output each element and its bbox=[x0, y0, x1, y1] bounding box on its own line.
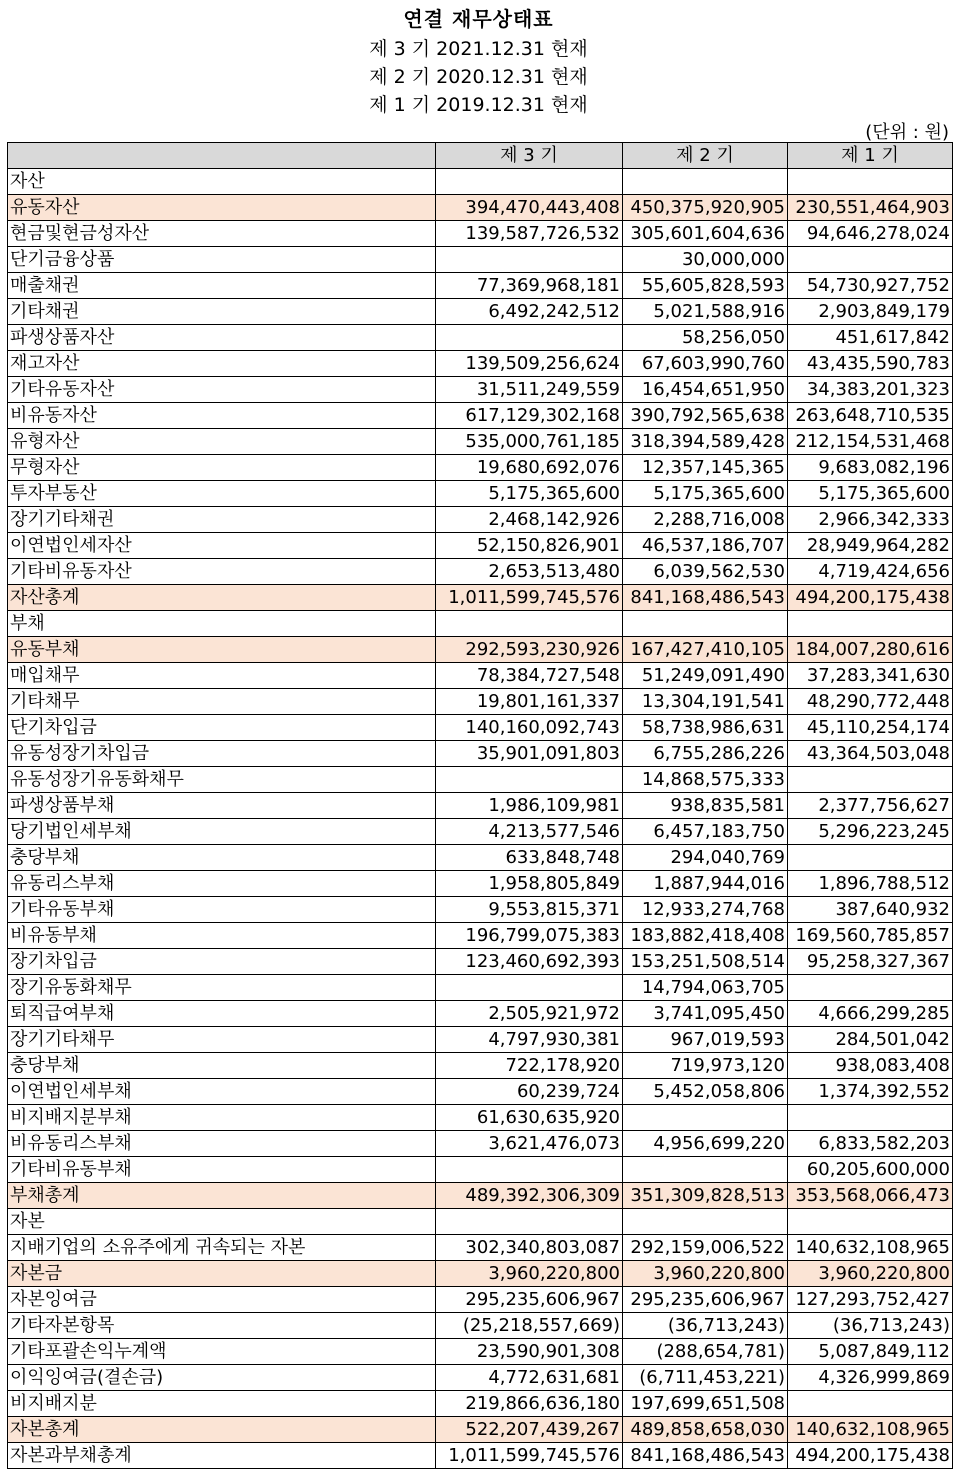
value-period-1 bbox=[788, 169, 953, 195]
row-label: 자본총계 bbox=[8, 1417, 436, 1443]
value-period-1 bbox=[788, 611, 953, 637]
row-label: 유동성장기유동화채무 bbox=[8, 767, 436, 793]
row-label: 부채총계 bbox=[8, 1183, 436, 1209]
table-row bbox=[8, 767, 953, 793]
table-row bbox=[8, 481, 953, 507]
table-row bbox=[8, 1027, 953, 1053]
value-period-2: 390,792,565,638 bbox=[623, 403, 788, 429]
table-row bbox=[8, 1391, 953, 1417]
row-label: 이연법인세부채 bbox=[8, 1079, 436, 1105]
value-period-3: 2,505,921,972 bbox=[436, 1001, 623, 1027]
value-period-2: 3,741,095,450 bbox=[623, 1001, 788, 1027]
table-row bbox=[8, 169, 953, 195]
value-period-2: 3,960,220,800 bbox=[623, 1261, 788, 1287]
value-period-2: 938,835,581 bbox=[623, 793, 788, 819]
value-period-1: 45,110,254,174 bbox=[788, 715, 953, 741]
value-period-1: (36,713,243) bbox=[788, 1313, 953, 1339]
value-period-3 bbox=[436, 1157, 623, 1183]
row-label: 비지배지분 bbox=[8, 1391, 436, 1417]
value-period-2: 51,249,091,490 bbox=[623, 663, 788, 689]
value-period-3: 3,960,220,800 bbox=[436, 1261, 623, 1287]
value-period-2: 450,375,920,905 bbox=[623, 195, 788, 221]
value-period-3: 4,772,631,681 bbox=[436, 1365, 623, 1391]
table-row bbox=[8, 1131, 953, 1157]
row-label: 장기차입금 bbox=[8, 949, 436, 975]
value-period-1: 140,632,108,965 bbox=[788, 1417, 953, 1443]
value-period-3: (25,218,557,669) bbox=[436, 1313, 623, 1339]
value-period-2: 294,040,769 bbox=[623, 845, 788, 871]
table-row bbox=[8, 247, 953, 273]
value-period-2: 153,251,508,514 bbox=[623, 949, 788, 975]
row-label: 파생상품자산 bbox=[8, 325, 436, 351]
table-row bbox=[8, 273, 953, 299]
value-period-1 bbox=[788, 247, 953, 273]
table-row bbox=[8, 741, 953, 767]
table-row bbox=[8, 611, 953, 637]
row-label: 투자부동산 bbox=[8, 481, 436, 507]
value-period-3: 78,384,727,548 bbox=[436, 663, 623, 689]
value-period-3: 77,369,968,181 bbox=[436, 273, 623, 299]
row-label: 자본과부채총계 bbox=[8, 1443, 436, 1469]
table-row bbox=[8, 585, 953, 611]
row-label: 자본잉여금 bbox=[8, 1287, 436, 1313]
table-row bbox=[8, 1417, 953, 1443]
value-period-2 bbox=[623, 169, 788, 195]
value-period-3 bbox=[436, 767, 623, 793]
value-period-2 bbox=[623, 1105, 788, 1131]
value-period-1 bbox=[788, 767, 953, 793]
header-period-2: 제 2 기 bbox=[623, 143, 788, 169]
row-label: 유동자산 bbox=[8, 195, 436, 221]
value-period-3: 4,797,930,381 bbox=[436, 1027, 623, 1053]
row-label: 단기차입금 bbox=[8, 715, 436, 741]
value-period-1 bbox=[788, 1391, 953, 1417]
value-period-2: 16,454,651,950 bbox=[623, 377, 788, 403]
period-3: 제 3 기 2021.12.31 현재 bbox=[369, 38, 588, 60]
table-row bbox=[8, 1287, 953, 1313]
value-period-2: 167,427,410,105 bbox=[623, 637, 788, 663]
value-period-1: 95,258,327,367 bbox=[788, 949, 953, 975]
value-period-3: 1,011,599,745,576 bbox=[436, 585, 623, 611]
row-label: 비유동리스부채 bbox=[8, 1131, 436, 1157]
table-row bbox=[8, 845, 953, 871]
value-period-1: 263,648,710,535 bbox=[788, 403, 953, 429]
value-period-3: 139,509,256,624 bbox=[436, 351, 623, 377]
value-period-2: 489,858,658,030 bbox=[623, 1417, 788, 1443]
header-blank bbox=[8, 143, 436, 169]
value-period-3: 1,011,599,745,576 bbox=[436, 1443, 623, 1469]
value-period-3: 139,587,726,532 bbox=[436, 221, 623, 247]
value-period-1: 43,364,503,048 bbox=[788, 741, 953, 767]
value-period-1: 1,374,392,552 bbox=[788, 1079, 953, 1105]
row-label: 부채 bbox=[8, 611, 436, 637]
value-period-3: 35,901,091,803 bbox=[436, 741, 623, 767]
value-period-2: 6,039,562,530 bbox=[623, 559, 788, 585]
value-period-3: 31,511,249,559 bbox=[436, 377, 623, 403]
value-period-2: 12,933,274,768 bbox=[623, 897, 788, 923]
value-period-1: 169,560,785,857 bbox=[788, 923, 953, 949]
value-period-1: 184,007,280,616 bbox=[788, 637, 953, 663]
value-period-2: 14,794,063,705 bbox=[623, 975, 788, 1001]
value-period-2: 197,699,651,508 bbox=[623, 1391, 788, 1417]
value-period-1: 451,617,842 bbox=[788, 325, 953, 351]
table-row bbox=[8, 1261, 953, 1287]
value-period-2: 295,235,606,967 bbox=[623, 1287, 788, 1313]
row-label: 자산총계 bbox=[8, 585, 436, 611]
value-period-2 bbox=[623, 611, 788, 637]
row-label: 파생상품부채 bbox=[8, 793, 436, 819]
value-period-3: 9,553,815,371 bbox=[436, 897, 623, 923]
row-label: 기타자본항목 bbox=[8, 1313, 436, 1339]
table-row bbox=[8, 1209, 953, 1235]
value-period-1: 1,896,788,512 bbox=[788, 871, 953, 897]
value-period-2: 305,601,604,636 bbox=[623, 221, 788, 247]
value-period-1: 4,666,299,285 bbox=[788, 1001, 953, 1027]
table-row bbox=[8, 1339, 953, 1365]
value-period-1: 284,501,042 bbox=[788, 1027, 953, 1053]
table-row bbox=[8, 949, 953, 975]
table-row bbox=[8, 299, 953, 325]
row-label: 자본금 bbox=[8, 1261, 436, 1287]
table-row bbox=[8, 819, 953, 845]
value-period-3: 23,590,901,308 bbox=[436, 1339, 623, 1365]
value-period-2: 46,537,186,707 bbox=[623, 533, 788, 559]
table-row bbox=[8, 195, 953, 221]
row-label: 비유동자산 bbox=[8, 403, 436, 429]
value-period-1: 43,435,590,783 bbox=[788, 351, 953, 377]
value-period-1: 9,683,082,196 bbox=[788, 455, 953, 481]
row-label: 유동성장기차입금 bbox=[8, 741, 436, 767]
value-period-2: (36,713,243) bbox=[623, 1313, 788, 1339]
value-period-2: 719,973,120 bbox=[623, 1053, 788, 1079]
value-period-3: 61,630,635,920 bbox=[436, 1105, 623, 1131]
balance-sheet-table bbox=[7, 142, 953, 1469]
table-row bbox=[8, 1079, 953, 1105]
row-label: 기타유동부채 bbox=[8, 897, 436, 923]
value-period-3: 633,848,748 bbox=[436, 845, 623, 871]
table-row bbox=[8, 533, 953, 559]
row-label: 기타비유동부채 bbox=[8, 1157, 436, 1183]
table-row bbox=[8, 1183, 953, 1209]
row-label: 비지배지분부채 bbox=[8, 1105, 436, 1131]
value-period-1: 5,175,365,600 bbox=[788, 481, 953, 507]
table-row bbox=[8, 1313, 953, 1339]
value-period-3: 196,799,075,383 bbox=[436, 923, 623, 949]
value-period-2: 318,394,589,428 bbox=[623, 429, 788, 455]
header-period-3: 제 3 기 bbox=[436, 143, 623, 169]
value-period-2: (6,711,453,221) bbox=[623, 1365, 788, 1391]
value-period-3: 5,175,365,600 bbox=[436, 481, 623, 507]
table-row bbox=[8, 1365, 953, 1391]
header-period-1: 제 1 기 bbox=[788, 143, 953, 169]
value-period-3: 140,160,092,743 bbox=[436, 715, 623, 741]
value-period-1: 2,903,849,179 bbox=[788, 299, 953, 325]
value-period-1 bbox=[788, 975, 953, 1001]
table-row bbox=[8, 1053, 953, 1079]
value-period-3: 1,986,109,981 bbox=[436, 793, 623, 819]
table-row bbox=[8, 1235, 953, 1261]
table-row bbox=[8, 871, 953, 897]
value-period-3: 617,129,302,168 bbox=[436, 403, 623, 429]
value-period-2: 14,868,575,333 bbox=[623, 767, 788, 793]
value-period-3: 292,593,230,926 bbox=[436, 637, 623, 663]
value-period-3: 52,150,826,901 bbox=[436, 533, 623, 559]
row-label: 자산 bbox=[8, 169, 436, 195]
value-period-1: 212,154,531,468 bbox=[788, 429, 953, 455]
value-period-3: 123,460,692,393 bbox=[436, 949, 623, 975]
table-row bbox=[8, 403, 953, 429]
value-period-2: 1,887,944,016 bbox=[623, 871, 788, 897]
value-period-1: 4,326,999,869 bbox=[788, 1365, 953, 1391]
period-2: 제 2 기 2020.12.31 현재 bbox=[369, 66, 588, 88]
row-label: 비유동부채 bbox=[8, 923, 436, 949]
table-row bbox=[8, 1157, 953, 1183]
value-period-1: 2,377,756,627 bbox=[788, 793, 953, 819]
value-period-2: 4,956,699,220 bbox=[623, 1131, 788, 1157]
value-period-1 bbox=[788, 1209, 953, 1235]
table-row bbox=[8, 377, 953, 403]
value-period-1: 5,087,849,112 bbox=[788, 1339, 953, 1365]
row-label: 기타포괄손익누계액 bbox=[8, 1339, 436, 1365]
value-period-1 bbox=[788, 845, 953, 871]
value-period-2: 6,457,183,750 bbox=[623, 819, 788, 845]
value-period-3: 219,866,636,180 bbox=[436, 1391, 623, 1417]
row-label: 기타채권 bbox=[8, 299, 436, 325]
value-period-1: 6,833,582,203 bbox=[788, 1131, 953, 1157]
value-period-1: 60,205,600,000 bbox=[788, 1157, 953, 1183]
value-period-1 bbox=[788, 1105, 953, 1131]
row-label: 당기법인세부채 bbox=[8, 819, 436, 845]
row-label: 현금및현금성자산 bbox=[8, 221, 436, 247]
row-label: 재고자산 bbox=[8, 351, 436, 377]
table-row bbox=[8, 923, 953, 949]
table-row bbox=[8, 351, 953, 377]
value-period-1: 230,551,464,903 bbox=[788, 195, 953, 221]
value-period-3 bbox=[436, 247, 623, 273]
value-period-2: 5,452,058,806 bbox=[623, 1079, 788, 1105]
row-label: 유동리스부채 bbox=[8, 871, 436, 897]
value-period-1: 34,383,201,323 bbox=[788, 377, 953, 403]
value-period-3 bbox=[436, 325, 623, 351]
value-period-1: 28,949,964,282 bbox=[788, 533, 953, 559]
value-period-1: 387,640,932 bbox=[788, 897, 953, 923]
statement-title: 연결 재무상태표 bbox=[403, 7, 554, 31]
table-row bbox=[8, 689, 953, 715]
value-period-2: 12,357,145,365 bbox=[623, 455, 788, 481]
value-period-3: 489,392,306,309 bbox=[436, 1183, 623, 1209]
table-row bbox=[8, 1443, 953, 1469]
row-label: 유형자산 bbox=[8, 429, 436, 455]
value-period-2 bbox=[623, 1209, 788, 1235]
value-period-2: 58,256,050 bbox=[623, 325, 788, 351]
value-period-1: 5,296,223,245 bbox=[788, 819, 953, 845]
table-row bbox=[8, 715, 953, 741]
value-period-2: 841,168,486,543 bbox=[623, 1443, 788, 1469]
table-row bbox=[8, 1105, 953, 1131]
table-row bbox=[8, 1001, 953, 1027]
value-period-1: 938,083,408 bbox=[788, 1053, 953, 1079]
row-label: 무형자산 bbox=[8, 455, 436, 481]
value-period-3: 522,207,439,267 bbox=[436, 1417, 623, 1443]
table-row bbox=[8, 897, 953, 923]
value-period-2: 841,168,486,543 bbox=[623, 585, 788, 611]
value-period-1: 494,200,175,438 bbox=[788, 1443, 953, 1469]
value-period-3: 1,958,805,849 bbox=[436, 871, 623, 897]
value-period-3 bbox=[436, 169, 623, 195]
header-row bbox=[8, 143, 953, 169]
row-label: 매입채무 bbox=[8, 663, 436, 689]
value-period-1: 2,966,342,333 bbox=[788, 507, 953, 533]
value-period-1: 37,283,341,630 bbox=[788, 663, 953, 689]
row-label: 기타유동자산 bbox=[8, 377, 436, 403]
value-period-2: 13,304,191,541 bbox=[623, 689, 788, 715]
value-period-2: 5,021,588,916 bbox=[623, 299, 788, 325]
row-label: 기타비유동자산 bbox=[8, 559, 436, 585]
value-period-3 bbox=[436, 975, 623, 1001]
row-label: 지배기업의 소유주에게 귀속되는 자본 bbox=[8, 1235, 436, 1261]
value-period-2: 351,309,828,513 bbox=[623, 1183, 788, 1209]
value-period-2: 5,175,365,600 bbox=[623, 481, 788, 507]
value-period-3: 722,178,920 bbox=[436, 1053, 623, 1079]
value-period-1: 54,730,927,752 bbox=[788, 273, 953, 299]
value-period-3 bbox=[436, 1209, 623, 1235]
value-period-2: 55,605,828,593 bbox=[623, 273, 788, 299]
value-period-2: 58,738,986,631 bbox=[623, 715, 788, 741]
row-label: 기타채무 bbox=[8, 689, 436, 715]
table-row bbox=[8, 507, 953, 533]
row-label: 충당부채 bbox=[8, 1053, 436, 1079]
value-period-3 bbox=[436, 611, 623, 637]
value-period-2: 67,603,990,760 bbox=[623, 351, 788, 377]
value-period-2: 967,019,593 bbox=[623, 1027, 788, 1053]
table-body bbox=[8, 169, 953, 1469]
value-period-3: 19,801,161,337 bbox=[436, 689, 623, 715]
value-period-3: 19,680,692,076 bbox=[436, 455, 623, 481]
value-period-3: 3,621,476,073 bbox=[436, 1131, 623, 1157]
table-row bbox=[8, 429, 953, 455]
value-period-2: 292,159,006,522 bbox=[623, 1235, 788, 1261]
value-period-2: (288,654,781) bbox=[623, 1339, 788, 1365]
value-period-1: 127,293,752,427 bbox=[788, 1287, 953, 1313]
value-period-3: 535,000,761,185 bbox=[436, 429, 623, 455]
value-period-2: 2,288,716,008 bbox=[623, 507, 788, 533]
row-label: 유동부채 bbox=[8, 637, 436, 663]
value-period-3: 302,340,803,087 bbox=[436, 1235, 623, 1261]
row-label: 자본 bbox=[8, 1209, 436, 1235]
row-label: 충당부채 bbox=[8, 845, 436, 871]
table-row bbox=[8, 221, 953, 247]
value-period-3: 394,470,443,408 bbox=[436, 195, 623, 221]
value-period-3: 4,213,577,546 bbox=[436, 819, 623, 845]
value-period-2: 6,755,286,226 bbox=[623, 741, 788, 767]
value-period-1: 4,719,424,656 bbox=[788, 559, 953, 585]
value-period-3: 6,492,242,512 bbox=[436, 299, 623, 325]
table-row bbox=[8, 325, 953, 351]
row-label: 장기유동화채무 bbox=[8, 975, 436, 1001]
table-row bbox=[8, 793, 953, 819]
value-period-1: 140,632,108,965 bbox=[788, 1235, 953, 1261]
value-period-1: 494,200,175,438 bbox=[788, 585, 953, 611]
table-row bbox=[8, 637, 953, 663]
table-row bbox=[8, 663, 953, 689]
value-period-3: 2,653,513,480 bbox=[436, 559, 623, 585]
value-period-3: 295,235,606,967 bbox=[436, 1287, 623, 1313]
value-period-1: 94,646,278,024 bbox=[788, 221, 953, 247]
row-label: 단기금융상품 bbox=[8, 247, 436, 273]
table-row bbox=[8, 455, 953, 481]
unit-label: (단위 : 원) bbox=[865, 122, 949, 143]
table-row bbox=[8, 559, 953, 585]
row-label: 이연법인세자산 bbox=[8, 533, 436, 559]
row-label: 장기기타채무 bbox=[8, 1027, 436, 1053]
period-1: 제 1 기 2019.12.31 현재 bbox=[369, 94, 588, 116]
row-label: 퇴직급여부채 bbox=[8, 1001, 436, 1027]
value-period-2: 183,882,418,408 bbox=[623, 923, 788, 949]
table-row bbox=[8, 975, 953, 1001]
row-label: 장기기타채권 bbox=[8, 507, 436, 533]
row-label: 이익잉여금(결손금) bbox=[8, 1365, 436, 1391]
value-period-3: 60,239,724 bbox=[436, 1079, 623, 1105]
value-period-3: 2,468,142,926 bbox=[436, 507, 623, 533]
row-label: 매출채권 bbox=[8, 273, 436, 299]
value-period-2 bbox=[623, 1157, 788, 1183]
value-period-1: 48,290,772,448 bbox=[788, 689, 953, 715]
value-period-2: 30,000,000 bbox=[623, 247, 788, 273]
value-period-1: 3,960,220,800 bbox=[788, 1261, 953, 1287]
value-period-1: 353,568,066,473 bbox=[788, 1183, 953, 1209]
